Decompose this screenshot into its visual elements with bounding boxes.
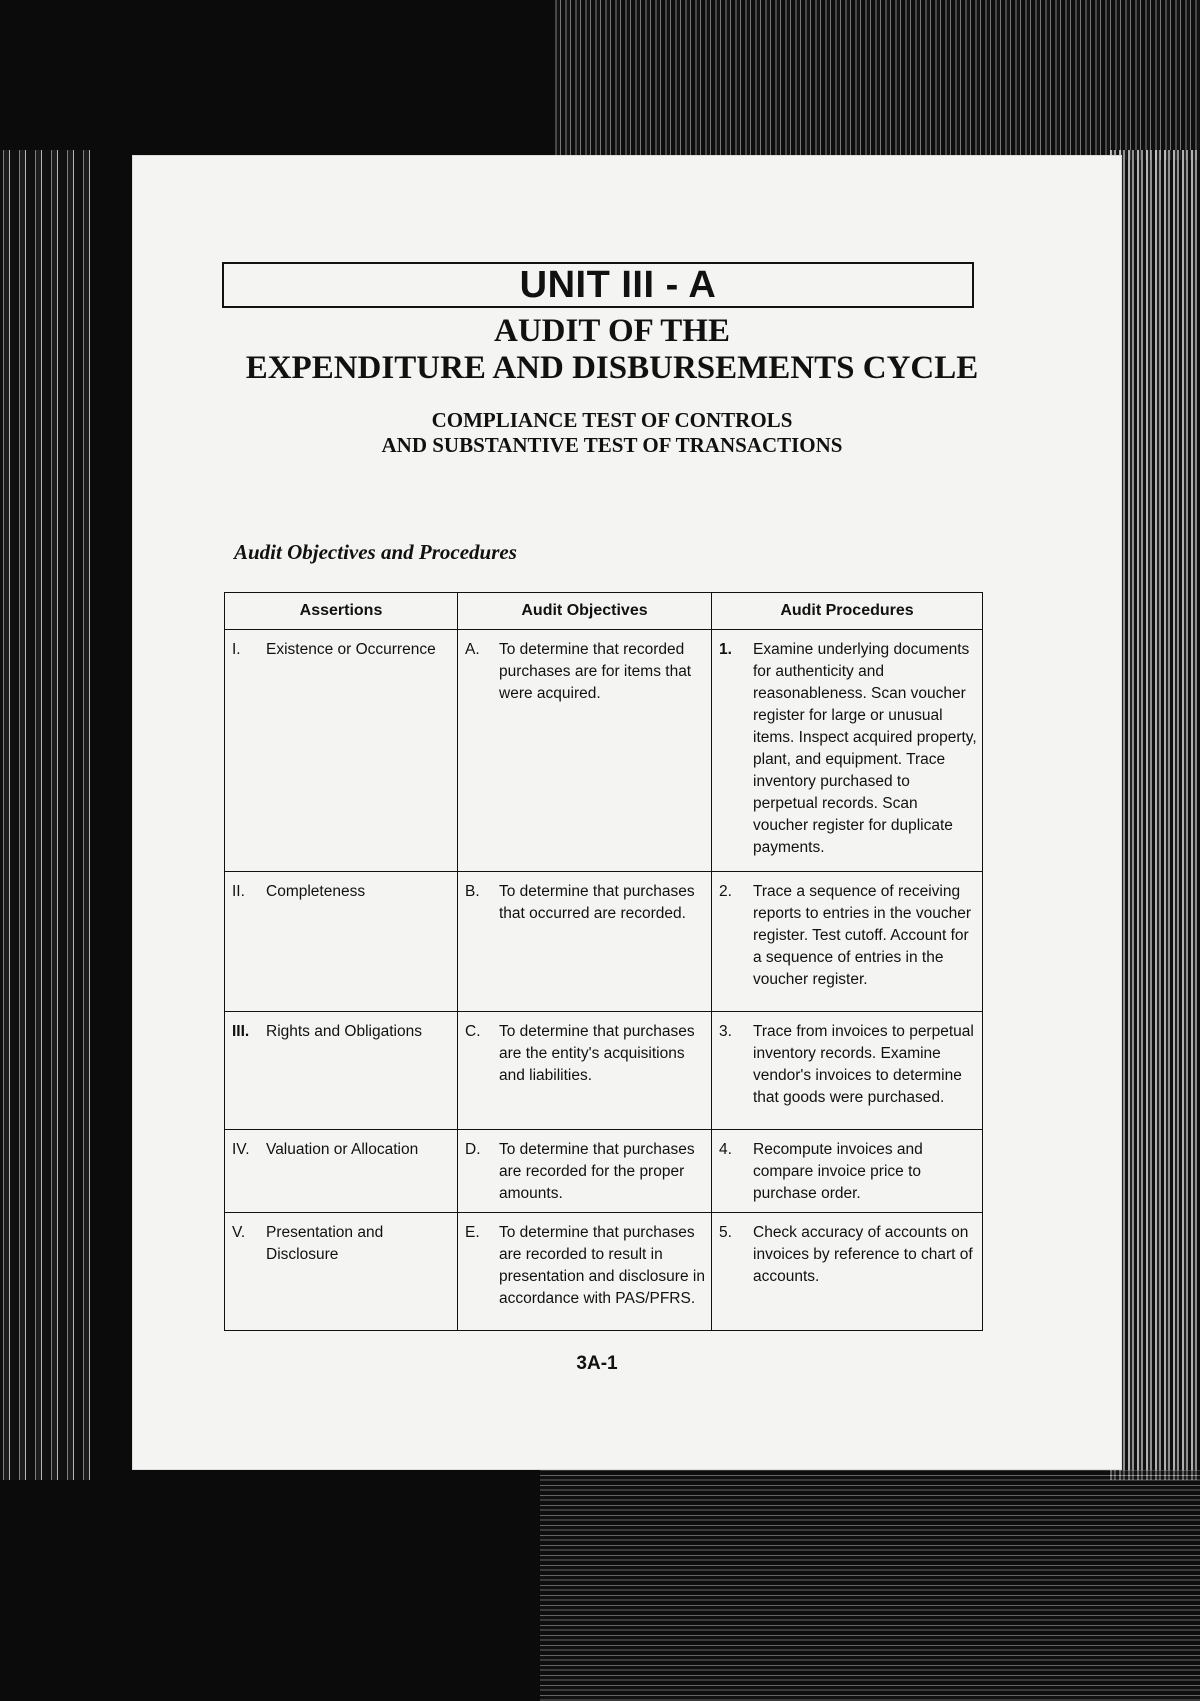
table-row xyxy=(225,872,983,1012)
unit-title: UNIT III - A xyxy=(519,263,717,306)
assertion-marker: II. xyxy=(232,883,245,900)
objective-marker: D. xyxy=(465,1141,481,1158)
procedure-marker: 1. xyxy=(719,641,732,658)
procedure-text: Recompute invoices and compare invoice price to purchase order. xyxy=(753,1141,923,1202)
objective-cell xyxy=(458,1213,712,1331)
column-header-audit-objectives: Audit Objectives xyxy=(458,593,712,630)
procedure-marker: 3. xyxy=(719,1023,732,1040)
assertion-cell xyxy=(225,1012,458,1130)
document-page xyxy=(132,155,1122,1470)
objective-cell xyxy=(458,1012,712,1130)
table-row xyxy=(225,1012,983,1130)
table-header-row xyxy=(225,593,983,630)
procedure-cell xyxy=(712,630,983,872)
assertion-marker: V. xyxy=(232,1224,246,1241)
column-header-audit-procedures: Audit Procedures xyxy=(712,593,983,630)
column-header-assertions: Assertions xyxy=(225,593,458,630)
procedure-text: Trace from invoices to perpetual inventory records. Examine vendor's invoices to determine that goods were purchased. xyxy=(753,1023,974,1106)
page-edges-right xyxy=(1110,150,1200,1480)
objective-text: To determine that purchases are recorded to result in presentation and disclosure in accordance with PAS/PFRS. xyxy=(499,1224,705,1307)
assertion-text: Presentation and Disclosure xyxy=(266,1224,384,1263)
objective-marker: A. xyxy=(465,641,480,658)
assertion-cell xyxy=(225,1213,458,1331)
main-title-line1: AUDIT OF THE xyxy=(494,313,730,349)
assertion-text: Existence or Occurrence xyxy=(266,641,436,658)
procedure-cell xyxy=(712,1213,983,1331)
main-title-line2: EXPENDITURE AND DISBURSEMENTS CYCLE xyxy=(245,350,979,386)
scan-noise-bottom xyxy=(540,1470,1200,1701)
subtitle-line1: COMPLIANCE TEST OF CONTROLS xyxy=(431,408,793,432)
page-number: 3A-1 xyxy=(576,1353,618,1374)
assertion-text: Valuation or Allocation xyxy=(266,1141,419,1158)
objective-text: To determine that recorded purchases are for items that were acquired. xyxy=(499,641,692,702)
assertion-cell xyxy=(225,872,458,1012)
table-row xyxy=(225,630,983,872)
assertion-cell xyxy=(225,1130,458,1213)
procedure-text: Trace a sequence of receiving reports to entries in the voucher register. Test cutoff. Account for a sequence of entries in the voucher register. xyxy=(753,883,971,988)
section-heading: Audit Objectives and Procedures xyxy=(234,540,517,564)
procedure-marker: 5. xyxy=(719,1224,732,1241)
procedure-cell xyxy=(712,1012,983,1130)
objective-text: To determine that purchases are recorded for the proper amounts. xyxy=(499,1141,695,1202)
procedure-text: Examine underlying documents for authenticity and reasonableness. Scan voucher register for large or unusual items. Inspect acquired property, plant, and equipment. Trace inventory purchased to perpetual records. Scan voucher register for duplicate payments. xyxy=(753,641,977,856)
audit-objectives-table xyxy=(224,592,983,1331)
assertion-marker: IV. xyxy=(232,1141,250,1158)
objective-cell xyxy=(458,630,712,872)
assertion-marker: III. xyxy=(232,1023,250,1040)
table-row xyxy=(225,1213,983,1331)
assertion-marker: I. xyxy=(232,641,241,658)
objective-marker: C. xyxy=(465,1023,481,1040)
objective-marker: E. xyxy=(465,1224,480,1241)
procedure-cell xyxy=(712,872,983,1012)
subtitle-line2: AND SUBSTANTIVE TEST OF TRANSACTIONS xyxy=(381,433,843,457)
scan-noise-top xyxy=(555,0,1200,160)
objective-text: To determine that purchases are the entity's acquisitions and liabilities. xyxy=(499,1023,695,1084)
objective-cell xyxy=(458,872,712,1012)
assertion-cell xyxy=(225,630,458,872)
procedure-cell xyxy=(712,1130,983,1213)
objective-text: To determine that purchases that occurred are recorded. xyxy=(499,883,695,922)
book-binding-left xyxy=(0,150,90,1480)
procedure-marker: 2. xyxy=(719,883,732,900)
unit-title-box xyxy=(222,262,974,308)
table-row xyxy=(225,1130,983,1213)
objective-marker: B. xyxy=(465,883,480,900)
assertion-text: Rights and Obligations xyxy=(266,1023,422,1040)
procedure-text: Check accuracy of accounts on invoices by reference to chart of accounts. xyxy=(753,1224,973,1285)
assertion-text: Completeness xyxy=(266,883,366,900)
objective-cell xyxy=(458,1130,712,1213)
procedure-marker: 4. xyxy=(719,1141,732,1158)
